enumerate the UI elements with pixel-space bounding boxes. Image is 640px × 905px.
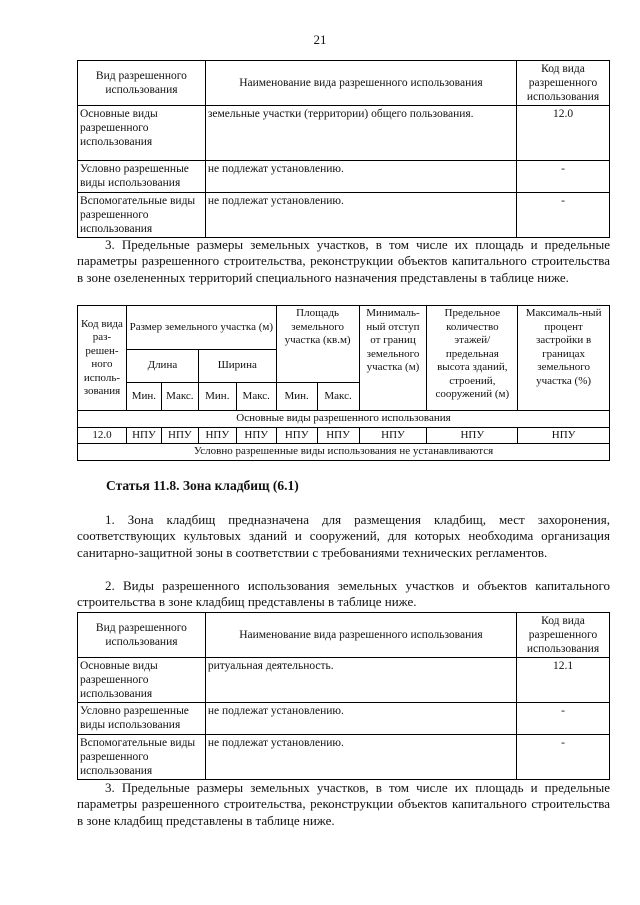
table-cell: НПУ [236,427,276,444]
table-header: Вид разрешенного использования [78,613,206,658]
table-header: Наименование вида разрешенного использования [205,61,516,106]
table-cell: - [517,735,610,780]
permitted-use-table-2 [77,612,610,780]
table-cell: 12.1 [517,658,610,703]
table-cell: - [517,193,610,238]
table-cell: не подлежат установлению. [205,735,516,780]
header-width: Ширина [198,350,276,383]
table-cell: не подлежат установлению. [205,703,516,735]
header-percent: Максималь-ный процент застройки в границах земельного участка (%) [518,306,610,411]
article-title: Статья 11.8. Зона кладбищ (6.1) [106,478,299,493]
table-header: Код вида разрешенного использования [517,613,610,658]
header-code: Код вида раз-решен-ного исполь-зования [78,306,127,411]
page-number: 21 [313,32,327,47]
table-cell: - [517,703,610,735]
paragraph: 1. Зона кладбищ предназначена для размещения кладбищ, мест захоронения, соответствующих культовых зданий и сооружений, для которых необходима организация санитарно-защитной зоны в соответствии с требованиями технических регламентов. [77,512,610,560]
table-cell: Основные виды разрешенного использования [78,658,206,703]
paragraph: 2. Виды разрешенного использования земельных участков и объектов капитального строительства в зоне кладбищ представлены в таблице ниже. [77,578,610,610]
table-cell: НПУ [317,427,359,444]
table-header: Код вида разрешенного использования [517,61,610,106]
table-cell: Условно разрешенные виды использования [78,703,206,735]
limits-table [77,305,610,461]
table-header: Вид разрешенного использования [78,61,206,106]
header-indent: Минималь-ный отступ от границ земельного участка (м) [359,306,427,411]
permitted-use-table-1 [77,60,610,238]
table-cell: Основные виды разрешенного использования [78,106,206,161]
header-max: Макс. [161,383,198,411]
table-cell: Вспомогательные виды разрешенного использования [78,193,206,238]
table-cell: НПУ [359,427,427,444]
table-cell: Вспомогательные виды разрешенного использования [78,735,206,780]
table-cell: Условно разрешенные виды использования [78,161,206,193]
table-cell: земельные участки (территории) общего пользования. [205,106,516,161]
table-cell: НПУ [126,427,161,444]
header-max: Макс. [236,383,276,411]
table-cell: - [517,161,610,193]
section-row: Основные виды разрешенного использования [78,411,610,428]
table-cell: ритуальная деятельность. [205,658,516,703]
table-cell: 12.0 [517,106,610,161]
table-cell: 12.0 [78,427,127,444]
header-min: Мин. [126,383,161,411]
header-length: Длина [126,350,198,383]
table-header: Наименование вида разрешенного использования [205,613,516,658]
table-cell: не подлежат установлению. [205,161,516,193]
paragraph: 3. Предельные размеры земельных участков, в том числе их площадь и предельные параметры разрешенного строительства, реконструкции объектов капитального строительства в зоне озелененных территорий специального назначения представлены в таблице ниже. [77,237,610,285]
table-cell: НПУ [198,427,236,444]
table-cell: не подлежат установлению. [205,193,516,238]
header-max: Макс. [317,383,359,411]
header-min: Мин. [276,383,317,411]
table-cell: НПУ [276,427,317,444]
header-floors: Предельное количество этажей/ предельная высота зданий, строений, сооружений (м) [427,306,518,411]
table-cell: НПУ [427,427,518,444]
header-min: Мин. [198,383,236,411]
section-row: Условно разрешенные виды использования не устанавливаются [78,444,610,461]
paragraph: 3. Предельные размеры земельных участков, в том числе их площадь и предельные параметры разрешенного строительства, реконструкции объектов капитального строительства в зоне кладбищ представлены в таблице ниже. [77,780,610,828]
header-area: Площадь земельного участка (кв.м) [276,306,359,383]
header-size: Размер земельного участка (м) [126,306,276,350]
table-cell: НПУ [161,427,198,444]
table-cell: НПУ [518,427,610,444]
